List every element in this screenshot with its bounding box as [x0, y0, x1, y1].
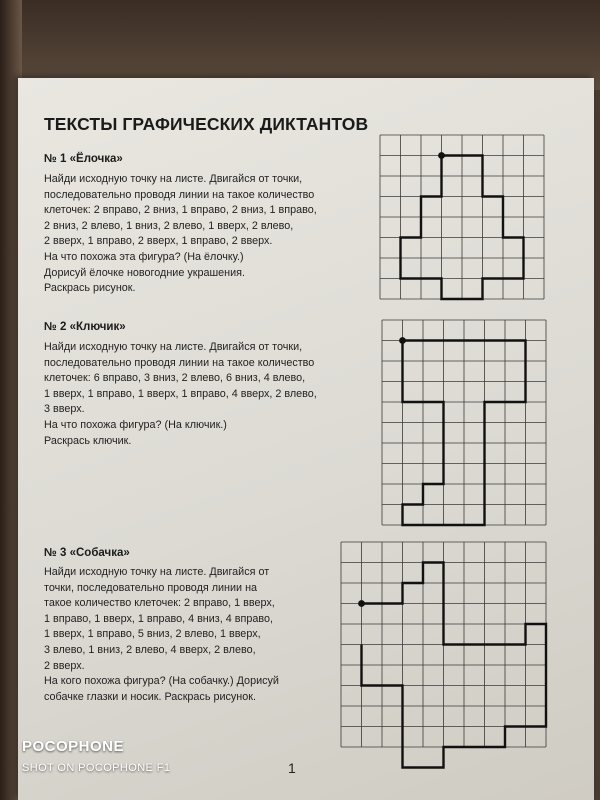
exercise-3-line: 1 вверх, 1 вправо, 5 вниз, 2 влево, 1 вверх,	[44, 628, 261, 641]
start-point-dot	[399, 337, 406, 344]
page-number: 1	[288, 760, 296, 776]
exercise-2-line: последовательно проводя линии на такое количество	[44, 356, 315, 369]
grid-klyuchik	[382, 320, 546, 526]
camera-watermark-brand: POCOPHONE	[22, 738, 125, 755]
exercise-1-text	[44, 172, 376, 297]
exercise-2-line: Раскрась ключик.	[44, 434, 132, 447]
exercise-3-line: 2 вверх.	[44, 659, 85, 672]
exercise-2-line: Найди исходную точку на листе. Двигайся от точки,	[44, 341, 303, 353]
exercise-1-line: Раскрась рисунок.	[44, 282, 136, 295]
background-top	[0, 0, 600, 90]
exercise-3-line: точки, последовательно проводя линии на	[44, 581, 258, 594]
exercise-3-line: На кого похожа фигура? (На собачку.) Дорисуй	[44, 675, 279, 688]
grid-elochka	[380, 135, 544, 299]
book-page	[18, 78, 594, 800]
grid-sobachka	[341, 542, 547, 748]
exercise-3-line: 3 влево, 1 вниз, 2 влево, 4 вверх, 2 влево,	[44, 643, 256, 656]
exercise-1-line: последовательно проводя линии на такое количество	[44, 188, 315, 201]
camera-watermark-subtitle: SHOT ON POCOPHONE F1	[22, 762, 171, 774]
exercise-2-text	[44, 340, 376, 449]
exercise-2-line: 1 вверх, 1 вправо, 1 вверх, 1 вправо, 4 вверх, 2 влево,	[44, 387, 317, 400]
exercise-1-title: № 1 «Ёлочка»	[44, 153, 123, 165]
exercise-3-line: собачке глазки и носик. Раскрась рисунок.	[44, 690, 256, 703]
exercise-1-line: 2 вверх, 1 вправо, 2 вверх, 1 вправо, 2 вверх.	[44, 235, 273, 248]
exercise-1-line: Найди исходную точку на листе. Двигайся от точки,	[44, 173, 303, 185]
exercise-2-line: На что похожа фигура? (На ключик.)	[44, 418, 227, 431]
exercise-2-line: клеточек: 6 вправо, 3 вниз, 2 влево, 6 вниз, 4 влево,	[44, 372, 306, 385]
exercise-2-title: № 2 «Ключик»	[44, 321, 126, 333]
exercise-3-title: № 3 «Собачка»	[44, 547, 130, 559]
exercise-3-line: 1 вправо, 1 вверх, 1 вправо, 4 вниз, 4 вправо,	[44, 612, 273, 625]
exercise-1-line: Дорисуй ёлочке новогодние украшения.	[44, 266, 245, 279]
exercise-3-line: Найди исходную точку на листе. Двигайся от	[44, 566, 270, 578]
exercise-3-text	[44, 565, 340, 705]
exercise-2-line: 3 вверх.	[44, 403, 85, 416]
start-point-dot	[358, 600, 365, 607]
page-title: ТЕКСТЫ ГРАФИЧЕСКИХ ДИКТАНТОВ	[44, 114, 369, 134]
exercise-1-line: На что похожа эта фигура? (На ёлочку.)	[44, 250, 244, 263]
start-point-dot	[438, 152, 445, 159]
exercise-3-line: такое количество клеточек: 2 вправо, 1 вверх,	[44, 597, 275, 610]
exercise-1-line: клеточек: 2 вправо, 2 вниз, 1 вправо, 2 вниз, 1 вправо,	[44, 204, 317, 217]
exercise-1-line: 2 вниз, 2 влево, 1 вниз, 2 влево, 1 вверх, 2 влево,	[44, 219, 294, 232]
